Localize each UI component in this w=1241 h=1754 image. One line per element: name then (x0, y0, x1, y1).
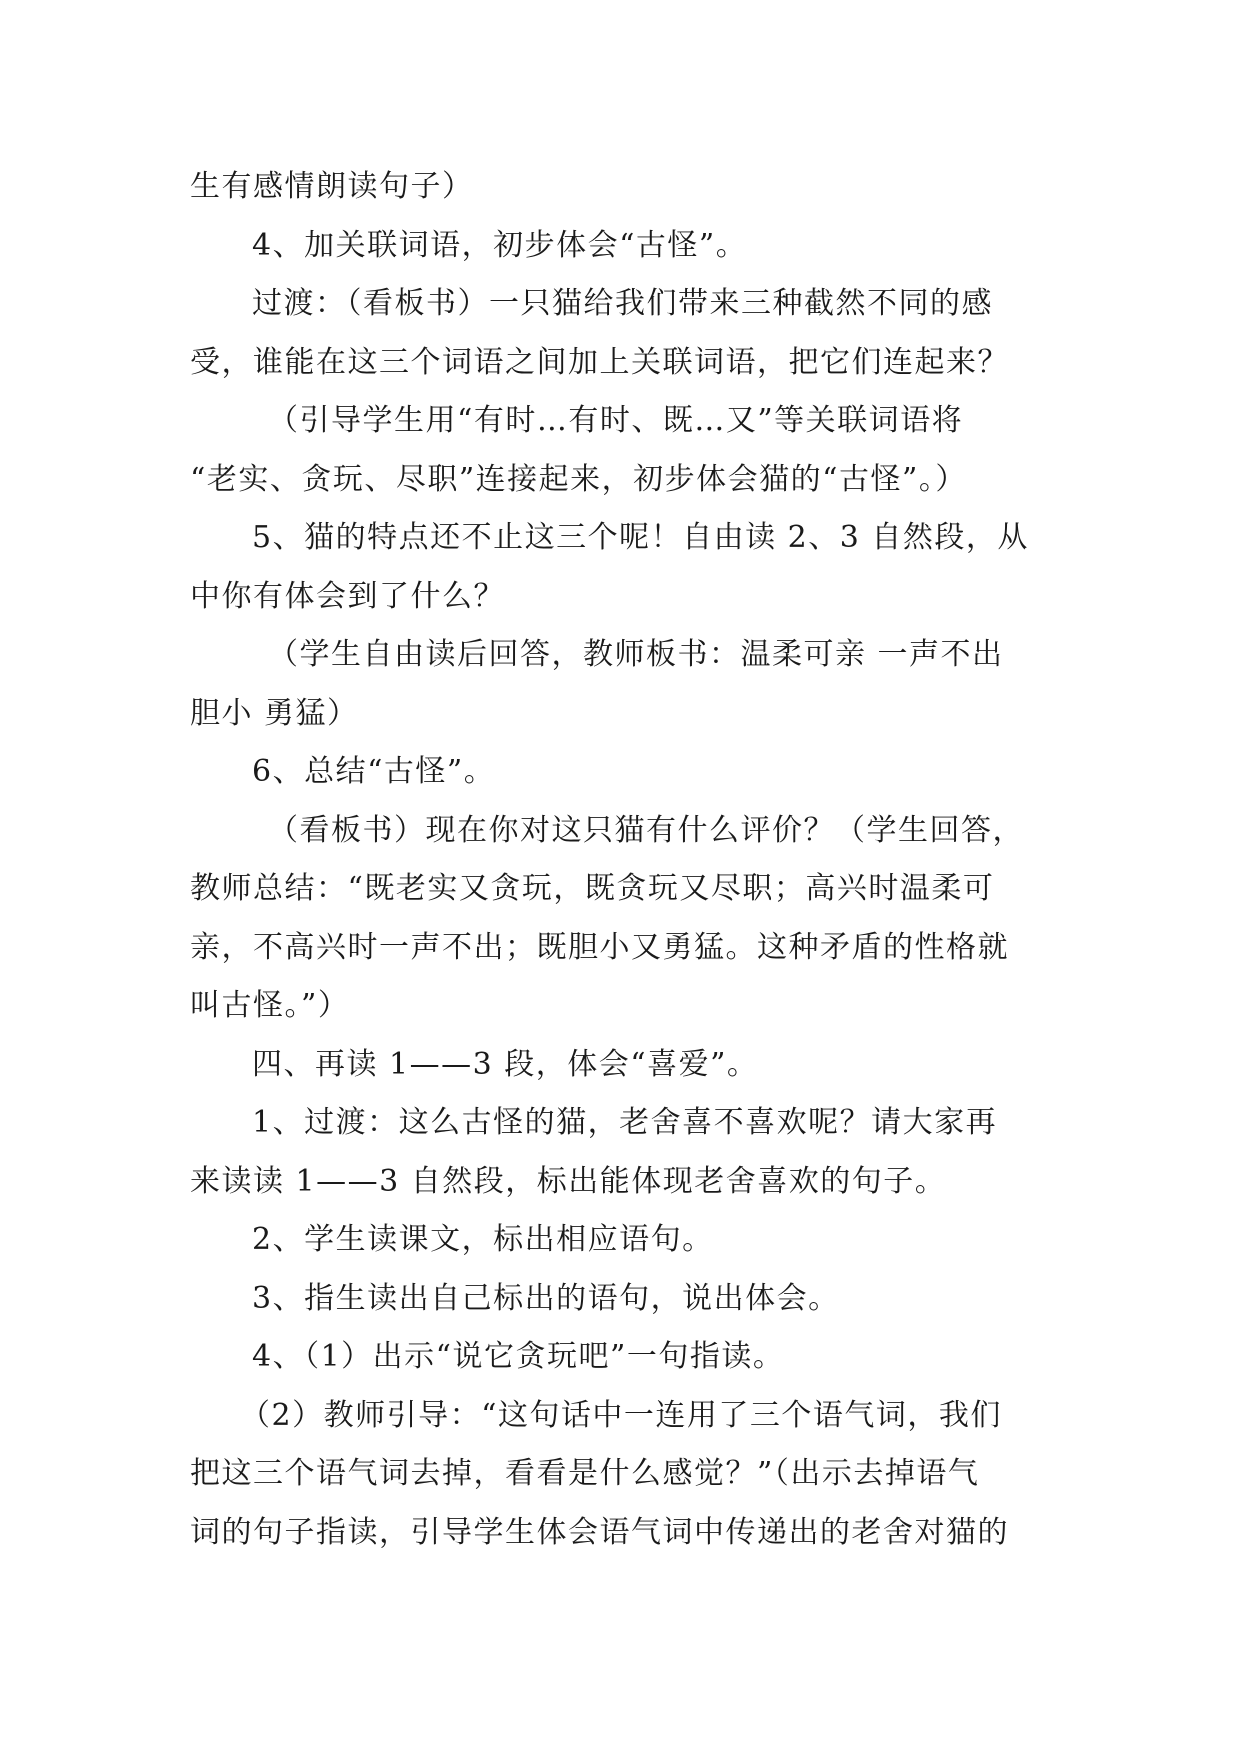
text-line: 6、总结“古怪”。 (252, 754, 496, 789)
text-line: 3、指生读出自己标出的语句，说出体会。 (252, 1280, 840, 1316)
text-line: 来读读 1——3 自然段，标出能体现老舍喜欢的句子。 (190, 1163, 947, 1199)
text-line: 4、加关联词语，初步体会“古怪”。 (252, 227, 748, 263)
text-line: （看板书）现在你对这只猫有什么评价？（学生回答， (268, 812, 1024, 848)
text-line: 把这三个语气词去掉，看看是什么感觉？”（出示去掉语气 (190, 1456, 980, 1491)
text-line: 过渡：（看板书）一只猫给我们带来三种截然不同的感 (252, 286, 993, 321)
text-line: 亲，不高兴时一声不出；既胆小又勇猛。这种矛盾的性格就 (190, 929, 1009, 965)
text-line: 教师总结：“既老实又贪玩，既贪玩又尽职；高兴时温柔可 (190, 871, 995, 906)
text-line: 叫古怪。”） (190, 988, 350, 1023)
text-line: 胆小 勇猛） (190, 695, 359, 731)
text-line: 中你有体会到了什么？ (190, 578, 505, 614)
text-line: 词的句子指读，引导学生体会语气词中传递出的老舍对猫的 (190, 1514, 1009, 1550)
text-line: 5、猫的特点还不止这三个呢！自由读 2、3 自然段，从 (252, 520, 1029, 555)
text-line: 2、学生读课文，标出相应语句。 (252, 1222, 714, 1257)
text-line: （2）教师引导：“这句话中一连用了三个语气词，我们 (240, 1397, 1002, 1433)
document-body (190, 158, 1050, 1562)
text-line: “老实、贪玩、尽职”连接起来，初步体会猫的“古怪”。） (190, 461, 967, 497)
text-line: 受，谁能在这三个词语之间加上关联词语，把它们连起来？ (190, 344, 1009, 380)
text-line: （学生自由读后回答，教师板书：温柔可亲 一声不出 (268, 637, 1004, 672)
text-line: 生有感情朗读句子） (190, 169, 474, 204)
text-line: （引导学生用“有时…有时、既…又”等关联词语将 (268, 403, 964, 438)
section-heading: 四、再读 1——3 段，体会“喜爱”。 (252, 1046, 759, 1082)
text-line: 4、（1）出示“说它贪玩吧”一句指读。 (252, 1339, 785, 1374)
text-line: 1、过渡：这么古怪的猫，老舍喜不喜欢呢？请大家再 (252, 1105, 998, 1140)
